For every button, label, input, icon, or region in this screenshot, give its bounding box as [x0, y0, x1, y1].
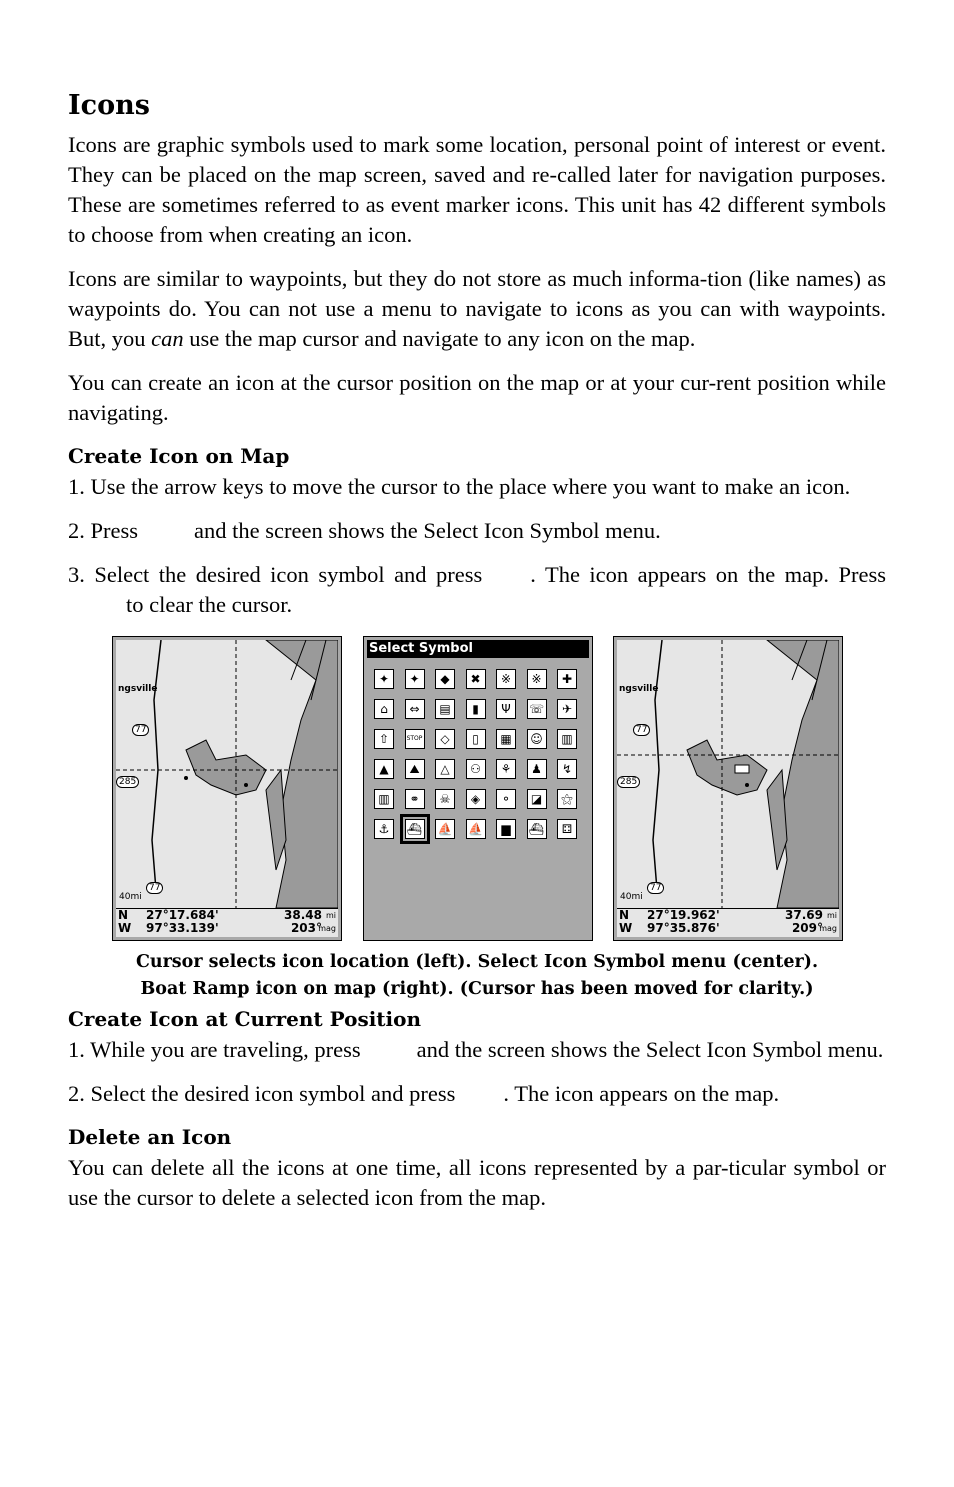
symbol-cell[interactable]: ☠: [435, 789, 455, 809]
symbol-cell[interactable]: ⛵: [435, 819, 455, 839]
symbol-cell[interactable]: ⛴: [405, 819, 425, 839]
page-title: Icons: [68, 90, 150, 121]
symbol-cell[interactable]: ▮: [466, 699, 486, 719]
section-heading-create-on-map: Create Icon on Map: [68, 444, 290, 468]
delete-icon-paragraph: You can delete all the icons at one time, all icons represented by a par-ticular symbol or use the cursor to delete a selected icon from the map.: [68, 1155, 886, 1210]
route-shield-285: 285: [617, 776, 640, 788]
symbol-cell[interactable]: ♟: [527, 759, 547, 779]
menu-title: Select Symbol: [367, 640, 589, 658]
symbol-cell[interactable]: ▲: [374, 759, 394, 779]
section-heading-delete-icon: Delete an Icon: [68, 1125, 232, 1149]
symbol-cell[interactable]: ↯: [557, 759, 577, 779]
route-shield-77-south: 77: [647, 882, 664, 894]
symbol-cell[interactable]: ◆: [435, 669, 455, 689]
map-step-2: 2. Press and the screen shows the Select Icon Symbol menu.: [68, 518, 661, 543]
symbol-cell[interactable]: ▯: [466, 729, 486, 749]
symbol-cell[interactable]: Ψ: [496, 699, 516, 719]
symbol-cell[interactable]: ▤: [435, 699, 455, 719]
position-step-1: 1. While you are traveling, press and the screen shows the Select Icon Symbol menu.: [68, 1037, 884, 1062]
symbol-cell[interactable]: ⛴: [527, 819, 547, 839]
position-readout: N 27°19.962' 37.69 mi W 97°35.876' 209° mag: [619, 908, 837, 935]
symbol-cell[interactable]: ◇: [435, 729, 455, 749]
route-shield-77: 77: [132, 724, 149, 736]
symbol-cell[interactable]: ✦: [405, 669, 425, 689]
place-label: ngsville: [619, 684, 659, 694]
symbol-cell[interactable]: ▥: [374, 789, 394, 809]
symbol-cell[interactable]: ⚝: [557, 789, 577, 809]
symbol-cell[interactable]: ⚃: [557, 819, 577, 839]
symbol-cell[interactable]: ▥: [557, 729, 577, 749]
coastline-map: [617, 640, 839, 908]
symbol-cell[interactable]: ⚇: [466, 759, 486, 779]
intro-paragraph-1: Icons are graphic symbols used to mark some location, personal point of interest or event. They can be placed on the map screen, saved and re-called later for navigation purposes. These are sometimes referred to as event marker icons. This unit has 42 different symbols to choose from when creating an icon.: [68, 132, 886, 247]
symbol-cell[interactable]: ◪: [527, 789, 547, 809]
page-content: [68, 88, 886, 1213]
route-shield-77: 77: [633, 724, 650, 736]
symbol-cell[interactable]: STOP: [405, 729, 425, 749]
position-step-2: 2. Select the desired icon symbol and press . The icon appears on the map.: [68, 1081, 780, 1106]
symbol-cell[interactable]: ☏: [527, 699, 547, 719]
symbol-cell[interactable]: ⚬: [496, 789, 516, 809]
map-screenshot-right: [613, 636, 843, 941]
map-screenshot-left: [112, 636, 342, 941]
symbol-cell[interactable]: ◈: [466, 789, 486, 809]
symbol-cell[interactable]: ▆: [496, 819, 516, 839]
intro-paragraph-3: You can create an icon at the cursor position on the map or at your cur-rent position while navigating.: [68, 370, 886, 425]
place-label: ngsville: [118, 684, 158, 694]
figure-caption: Cursor selects icon location (left). Select Icon Symbol menu (center). Boat Ramp icon on map (right). (Cursor has been moved for clarity.): [135, 952, 819, 999]
scale-label: 40mi: [620, 892, 643, 902]
select-symbol-screenshot: [363, 636, 593, 941]
symbol-cell[interactable]: ☺: [527, 729, 547, 749]
symbol-cell[interactable]: ⛵: [466, 819, 486, 839]
symbol-cell[interactable]: ✖: [466, 669, 486, 689]
coastline-map: [116, 640, 338, 908]
symbol-cell[interactable]: ✚: [557, 669, 577, 689]
symbol-cell[interactable]: ⚘: [496, 759, 516, 779]
symbol-cell[interactable]: ✈: [557, 699, 577, 719]
symbol-cell[interactable]: ✦: [374, 669, 394, 689]
scale-label: 40mi: [119, 892, 142, 902]
symbol-cell[interactable]: ▦: [496, 729, 516, 749]
map-step-3: 3. Select the desired icon symbol and press . The icon appears on the map. Pressto clear the cursor.: [68, 562, 886, 617]
symbol-cell[interactable]: ※: [527, 669, 547, 689]
intro-paragraph-2: Icons are similar to waypoints, but they do not store as much informa-tion (like names) as waypoints do. You can not use a menu to navigate to icons as you can with waypoints. But, you can use the map cursor and navigate to any icon on the map.: [68, 266, 886, 351]
symbol-cell[interactable]: ⚓: [374, 819, 394, 839]
symbol-cell[interactable]: ⇔: [405, 699, 425, 719]
map-step-1: 1. Use the arrow keys to move the cursor to the place where you want to make an icon.: [68, 474, 851, 499]
figure-row: [68, 636, 886, 941]
symbol-cell[interactable]: ⇧: [374, 729, 394, 749]
route-shield-285: 285: [116, 776, 139, 788]
symbol-cell[interactable]: ⛰: [405, 759, 425, 779]
symbol-cell[interactable]: △: [435, 759, 455, 779]
symbol-cell[interactable]: ⚭: [405, 789, 425, 809]
symbol-cell[interactable]: ※: [496, 669, 516, 689]
section-heading-current-position: Create Icon at Current Position: [68, 1007, 422, 1031]
route-shield-77-south: 77: [146, 882, 163, 894]
symbol-cell[interactable]: ⌂: [374, 699, 394, 719]
position-readout: N 27°17.684' 38.48 mi W 97°33.139' 203° mag: [118, 908, 336, 935]
